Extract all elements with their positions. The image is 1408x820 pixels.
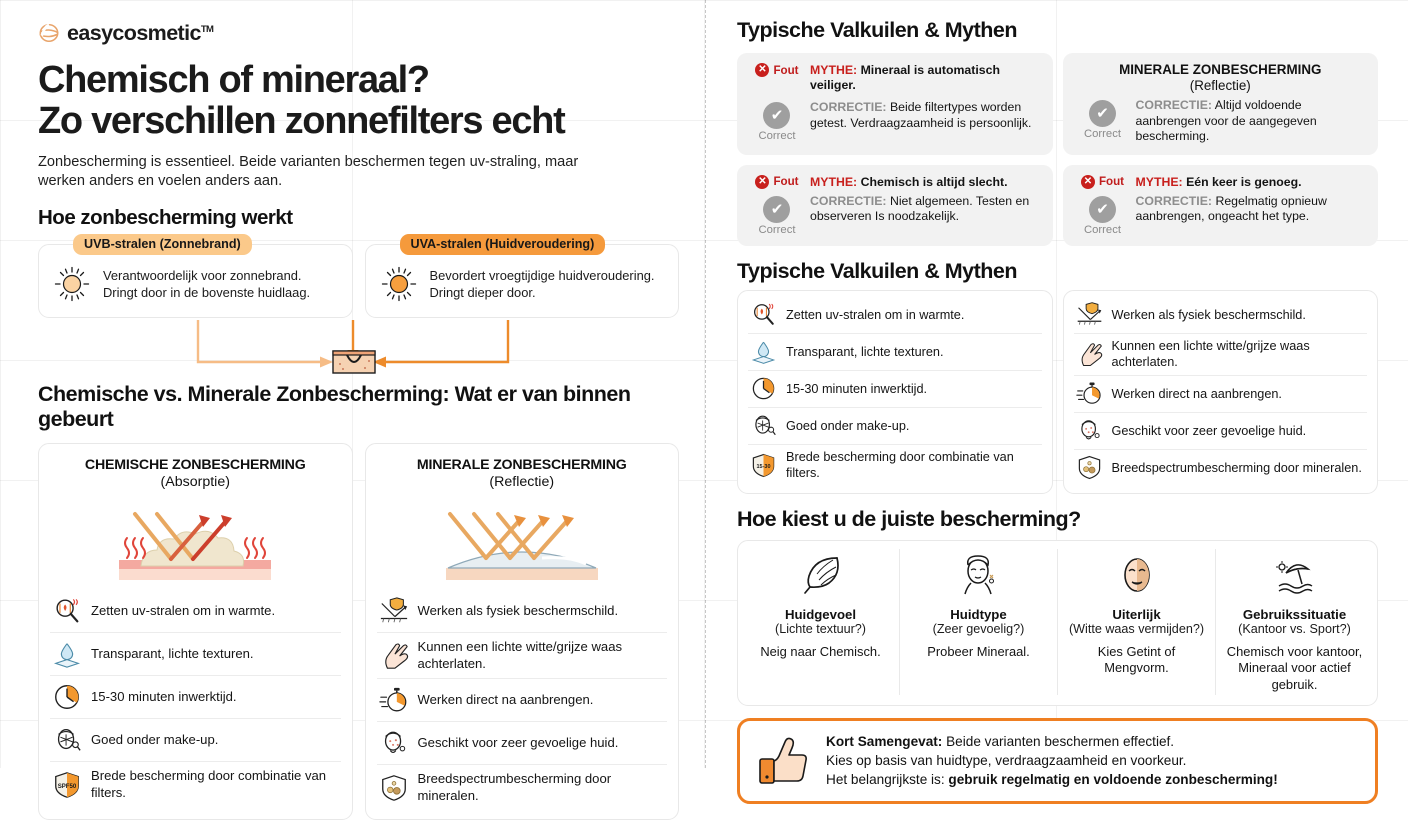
list-item-label: Geschikt voor zeer gevoelige huid. — [417, 735, 619, 750]
status-badge-correct — [1084, 192, 1121, 236]
uv-reflected-off-shield-icon — [422, 496, 622, 582]
list-item — [748, 370, 1042, 407]
list-item-label: Werken als fysiek beschermschild. — [1111, 307, 1306, 322]
comparison-heading: Chemische vs. Minerale Zonbescherming: Wat er van binnen gebeurt — [38, 382, 631, 432]
choose-heading: Hoe kiest u de juiste bescherming? — [737, 506, 1081, 531]
list-item — [1074, 412, 1368, 449]
hand-white-cast-icon — [1076, 341, 1103, 368]
choose-column-huidtype — [899, 549, 1057, 695]
myth-text: Chemisch is altijd slecht. — [860, 174, 1008, 189]
comparison-cards — [38, 443, 679, 820]
list-item-label: 15-30 minuten inwerktijd. — [786, 381, 928, 396]
brand-name-text: easycosmetic — [67, 20, 201, 45]
shield-deflect-icon — [1076, 301, 1103, 328]
status-badge-correct — [1084, 96, 1121, 140]
wrong-label: Fout — [773, 63, 799, 77]
myth-card — [737, 165, 1053, 246]
summary-box — [737, 718, 1378, 804]
close-icon: ✕ — [1081, 175, 1095, 189]
hand-white-cast-icon — [379, 641, 409, 671]
choose-question: (Witte waas vermijden?) — [1068, 621, 1205, 636]
dual-feature-lists — [737, 290, 1378, 494]
brand-name — [67, 21, 213, 46]
chemical-feature-list — [50, 590, 341, 807]
list-item-label: Werken als fysiek beschermschild. — [417, 603, 619, 619]
uv-absorbed-into-cream-icon — [95, 496, 295, 582]
shield-spf50-icon — [52, 770, 82, 800]
myth-key-label: MYTHE: — [1135, 174, 1183, 189]
correct-label: Correct — [1083, 128, 1122, 141]
myth-text: Eén keer is genoeg. — [1186, 174, 1302, 189]
mineral-card-subtitle: (Reflectie) — [489, 474, 555, 491]
correction-text: Regelmatig opnieuw aanbrengen, ongeacht het type. — [1135, 193, 1327, 224]
page-title — [38, 60, 679, 141]
summary-line3-prefix: Het belangrijkste is: — [826, 772, 949, 788]
uva-description: Bevordert vroegtijdige huidveroudering. Dringt dieper door. — [429, 268, 655, 301]
stopwatch-icon — [1076, 380, 1103, 407]
summary-key: Kort Samengevat: — [826, 733, 943, 749]
status-badge-correct — [758, 192, 795, 236]
list-item-label: Breedspectrumbescherming door mineralen. — [417, 771, 612, 803]
close-icon: ✕ — [755, 63, 769, 77]
mineral-feature-list — [377, 590, 668, 810]
choose-column-uiterlijk — [1057, 549, 1215, 695]
myth-card — [1063, 53, 1379, 155]
list-item-label: Goed onder make-up. — [91, 732, 219, 748]
droplet-layer-icon — [750, 338, 777, 365]
list-item-label: Zetten uv-stralen om in warmte. — [786, 307, 965, 322]
list-item — [748, 444, 1042, 486]
beach-umbrella-icon — [1271, 551, 1319, 599]
arrow-flow-diagram — [38, 320, 668, 378]
feather-icon — [797, 551, 845, 599]
sensitive-face-icon — [1076, 417, 1103, 444]
shield-minerals-icon — [379, 773, 409, 803]
myth-statement — [810, 174, 1042, 190]
myth-card — [1063, 165, 1379, 246]
wrong-label: Fout — [773, 175, 799, 189]
list-item — [748, 407, 1042, 444]
uvb-card — [38, 237, 353, 318]
summary-line-3 — [826, 770, 1278, 789]
shield-spf50-icon — [750, 452, 777, 479]
brand-logo — [38, 18, 679, 48]
mineral-card-title: MINERALE ZONBESCHERMING — [416, 457, 627, 474]
summary-line1-rest: Beide varianten beschermen effectief. — [942, 733, 1175, 749]
list-item — [748, 333, 1042, 370]
list-item — [50, 718, 341, 761]
choose-question: (Lichte textuur?) — [775, 621, 866, 636]
correct-label: Correct — [758, 130, 796, 143]
uv-to-skin-arrows — [38, 320, 679, 378]
choose-title: Huidgevoel — [784, 606, 857, 622]
list-item-label: Breedspectrumbescherming door mineralen. — [1111, 460, 1362, 475]
list-item-label: Brede bescherming door combinatie van filters. — [786, 450, 1014, 481]
list-item-label: Zetten uv-stralen om in warmte. — [91, 603, 276, 619]
list-item-label: Kunnen een lichte witte/grijze waas achterlaten. — [417, 639, 623, 671]
check-icon: ✔ — [1089, 196, 1116, 223]
two-tone-face-icon — [1113, 551, 1161, 599]
list-item — [50, 761, 341, 807]
myth-statement — [1136, 174, 1368, 190]
uv-rays-group — [38, 237, 679, 378]
list-item — [377, 632, 668, 678]
list-item — [377, 721, 668, 764]
skincare-face-icon — [955, 551, 1003, 599]
chemical-card-title: CHEMISCHE ZONBESCHERMING — [84, 457, 306, 474]
list-item — [50, 590, 341, 632]
chemical-card-subtitle: (Absorptie) — [160, 474, 230, 491]
myths-lists-heading: Typische Valkuilen & Mythen — [737, 258, 1018, 283]
status-badge-wrong — [1081, 174, 1124, 189]
choose-question: (Kantoor vs. Sport?) — [1238, 621, 1351, 636]
correction-statement — [810, 98, 1042, 131]
myth-key-label: MYTHE: — [810, 63, 858, 77]
summary-text — [826, 732, 1278, 790]
chemical-feature-list-right — [748, 297, 1042, 486]
check-icon: ✔ — [763, 102, 790, 129]
list-item — [748, 297, 1042, 333]
right-column — [705, 0, 1408, 804]
magnifier-heat-icon — [750, 301, 777, 328]
list-item-label: Werken direct na aanbrengen. — [1111, 386, 1282, 401]
easycosmetic-swirl-logo-icon — [38, 22, 60, 44]
status-badge-wrong — [755, 62, 798, 77]
list-item-label: Transparant, lichte texturen. — [91, 646, 254, 662]
myth-key-label: MYTHE: — [810, 174, 858, 189]
svg-text:15-30: 15-30 — [756, 464, 771, 470]
sensitive-face-icon — [379, 728, 409, 758]
trademark-symbol: TM — [200, 23, 214, 35]
uvb-description: Verantwoordelijk voor zonnebrand. Dringt door in de bovenste huidlaag. — [103, 268, 311, 301]
correction-statement — [810, 192, 1042, 225]
skin-layer-icon — [333, 351, 375, 373]
list-item — [1074, 333, 1368, 375]
droplet-layer-icon — [52, 639, 82, 669]
uvb-badge: UVB-stralen (Zonnebrand) — [73, 234, 252, 255]
choose-guidance-card — [737, 540, 1378, 706]
shield-deflect-icon — [379, 596, 409, 626]
correct-label: Correct — [1083, 223, 1122, 236]
correction-text: Altijd voldoende aanbrengen voor de aangegeven bescherming. — [1135, 98, 1317, 144]
myth-card-title-sub: (Reflectie) — [1189, 78, 1251, 94]
list-item-label: 15-30 minuten inwerktijd. — [91, 689, 237, 705]
correction-statement — [1136, 96, 1368, 144]
summary-line-2: Kies op basis van huidtype, verdraagzaamheid en voorkeur. — [826, 753, 1187, 768]
correction-text: Niet algemeen. Testen en observeren Is noodzakelijk. — [810, 193, 1030, 224]
face-makeup-icon — [750, 412, 777, 439]
page-title-line1: Chemisch of mineraal? — [38, 59, 429, 101]
list-item — [377, 764, 668, 810]
myth-cards-grid — [737, 53, 1378, 246]
choose-title: Uiterlijk — [1112, 606, 1161, 622]
status-badge-wrong — [755, 174, 798, 189]
thumbs-up-icon — [756, 733, 812, 789]
correction-statement — [1136, 192, 1368, 225]
choose-answer: Neig naar Chemisch. — [760, 644, 881, 660]
list-item-label: Brede bescherming door combinatie van filters. — [91, 768, 327, 800]
myth-text: Mineraal is automatisch veiliger. — [810, 63, 1000, 93]
correct-label: Correct — [758, 223, 796, 236]
correction-key-label: CORRECTIE: — [1135, 193, 1213, 208]
status-badge-correct — [758, 98, 795, 142]
myth-statement — [810, 62, 1042, 94]
list-item — [1074, 449, 1368, 486]
choose-column-gebruikssituatie — [1215, 549, 1373, 695]
sun-icon — [379, 264, 419, 304]
list-item — [50, 675, 341, 718]
list-item-label: Geschikt voor zeer gevoelige huid. — [1111, 423, 1307, 438]
choose-title: Gebruikssituatie — [1242, 606, 1347, 622]
summary-line-1 — [826, 732, 1278, 751]
summary-line3-bold: gebruik regelmatig en voldoende zonbescherming! — [948, 772, 1278, 788]
chemical-comparison-card — [38, 443, 353, 820]
svg-text:SPF50: SPF50 — [57, 782, 77, 790]
shield-minerals-icon — [1076, 454, 1103, 481]
clock-icon — [750, 375, 777, 402]
correction-key-label: CORRECTIE: — [1135, 98, 1213, 113]
chemical-features-card — [737, 290, 1053, 494]
list-item — [377, 590, 668, 632]
correction-key-label: CORRECTIE: — [810, 193, 887, 208]
myth-card-title — [1074, 62, 1368, 94]
check-icon: ✔ — [1089, 100, 1116, 127]
list-item-label: Transparant, lichte texturen. — [786, 344, 944, 359]
clock-icon — [52, 682, 82, 712]
magnifier-heat-icon — [52, 596, 82, 626]
list-item-label: Werken direct na aanbrengen. — [417, 692, 594, 707]
list-item — [1074, 375, 1368, 412]
correction-text: Beide filtertypes worden getest. Verdraagzaamheid is persoonlijk. — [810, 100, 1032, 130]
sun-icon — [52, 264, 92, 304]
how-it-works-heading: Hoe zonbescherming werkt — [38, 206, 293, 230]
list-item — [377, 678, 668, 721]
list-item-label: Goed onder make-up. — [786, 418, 910, 433]
mineral-comparison-card — [365, 443, 680, 820]
check-icon: ✔ — [763, 196, 790, 223]
list-item — [1074, 297, 1368, 333]
choose-title: Huidtype — [950, 606, 1007, 622]
list-item-label: Kunnen een lichte witte/grijze waas achterlaten. — [1111, 339, 1310, 370]
choose-answer: Kies Getint of Mengvorm. — [1097, 644, 1176, 676]
list-item — [50, 632, 341, 675]
uva-badge: UVA-stralen (Huidveroudering) — [400, 234, 606, 255]
choose-question: (Zeer gevoelig?) — [932, 621, 1025, 636]
wrong-label: Fout — [1098, 175, 1125, 189]
mineral-feature-list-right — [1074, 297, 1368, 486]
myth-card — [737, 53, 1053, 155]
myth-card-title-main: MINERALE ZONBESCHERMING — [1119, 62, 1322, 77]
correction-key-label: CORRECTIE: — [810, 100, 887, 115]
choose-answer: Probeer Mineraal. — [927, 644, 1030, 660]
choose-answer: Chemisch voor kantoor, Mineraal voor actief gebruik. — [1226, 644, 1363, 692]
stopwatch-icon — [379, 685, 409, 715]
page-subtitle: Zonbescherming is essentieel. Beide varianten beschermen tegen uv-straling, maar werken anders en voelen anders aan. — [38, 154, 579, 190]
choose-column-huidgevoel — [742, 549, 899, 695]
face-makeup-icon — [52, 725, 82, 755]
page-title-line2: Zo verschillen zonnefilters echt — [38, 99, 565, 142]
close-icon: ✕ — [755, 175, 769, 189]
mineral-features-card — [1063, 290, 1379, 494]
uva-card — [365, 237, 680, 318]
myths-heading: Typische Valkuilen & Mythen — [737, 18, 1018, 42]
